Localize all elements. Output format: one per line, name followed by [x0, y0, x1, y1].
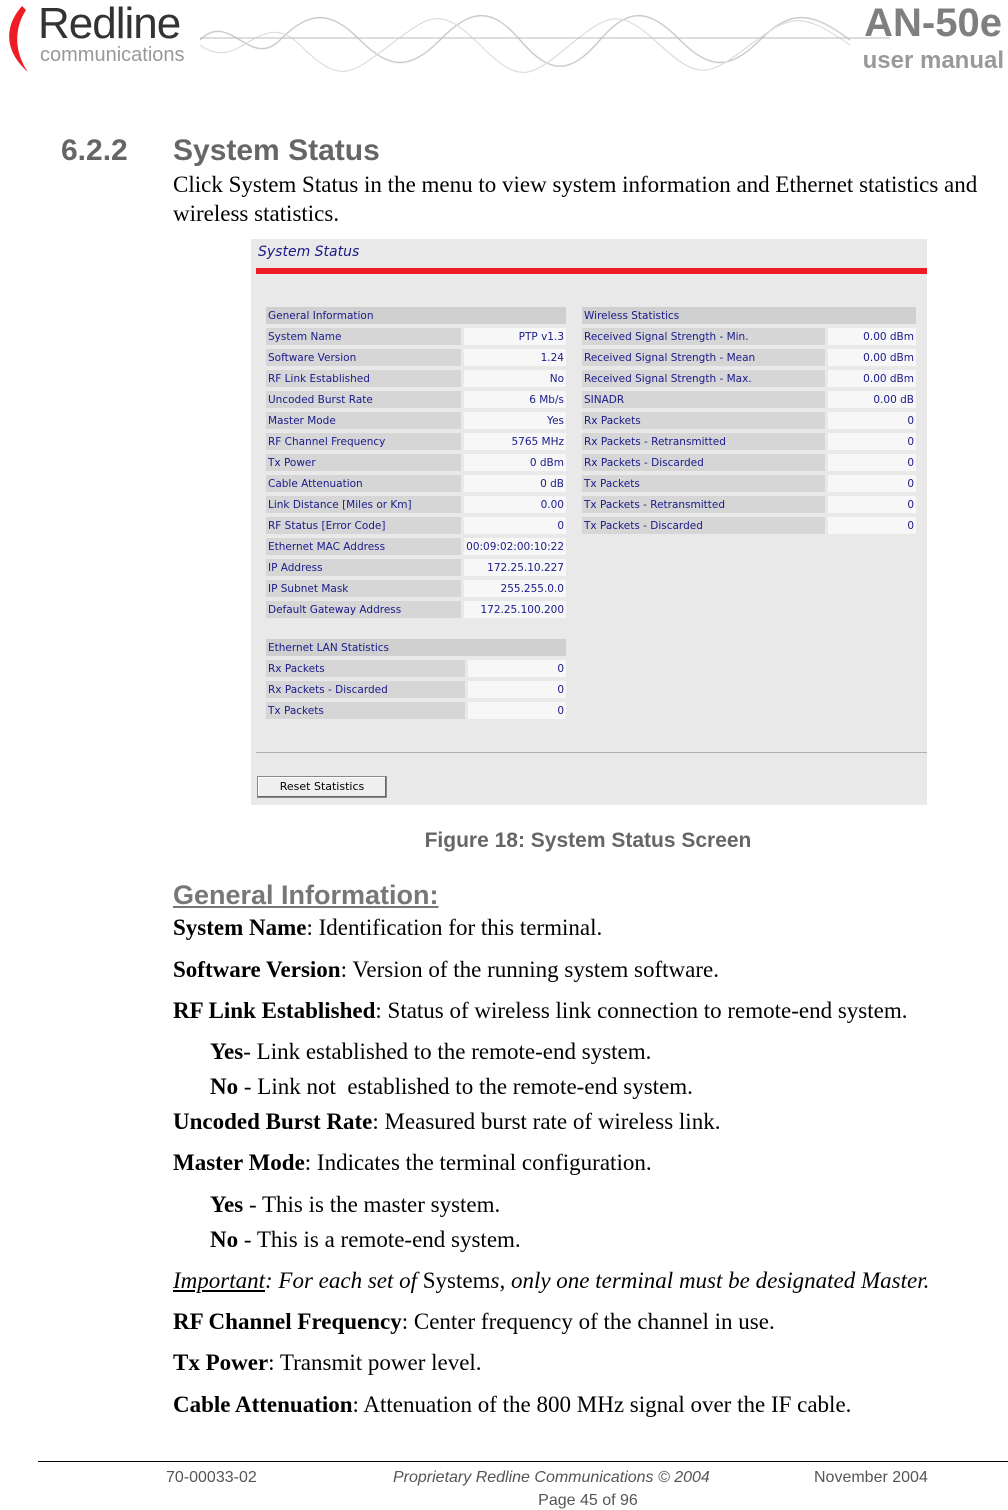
logo-subtext: communications: [40, 44, 185, 66]
term: Yes: [210, 1192, 244, 1217]
term: Software Version: [173, 957, 341, 982]
row-label: Rx Packets - Discarded: [266, 681, 465, 698]
ethernet-lan-statistics-table: [266, 635, 566, 723]
table-header: Wireless Statistics: [582, 307, 916, 324]
term: No: [210, 1227, 239, 1252]
row-label: Master Mode: [266, 412, 461, 429]
row-value: 6 Mb/s: [464, 391, 566, 408]
paragraph-rf-link-yes: [210, 1038, 651, 1066]
table-header: Ethernet LAN Statistics: [266, 639, 566, 656]
table-row: [266, 328, 566, 345]
description: : Indicates the terminal configuration.: [304, 1150, 652, 1175]
table-row: [266, 538, 566, 555]
table-row: [582, 433, 916, 450]
general-information-heading: General Information:: [173, 880, 439, 910]
wireless-statistics-table: [582, 303, 916, 538]
section-title: System Status: [173, 134, 380, 167]
term: RF Channel Frequency: [173, 1309, 402, 1334]
row-value: 00:09:02:00:10:22: [464, 538, 566, 555]
table-row: [582, 454, 916, 471]
row-value: 0: [828, 496, 916, 513]
table-row: [266, 370, 566, 387]
description: : For each set of: [265, 1268, 423, 1293]
row-label: RF Channel Frequency: [266, 433, 461, 450]
table-row: [266, 391, 566, 408]
row-label: Tx Packets: [266, 702, 465, 719]
paragraph-burst-rate: [173, 1108, 720, 1136]
redline-logo-icon: [2, 4, 36, 74]
screenshot-title: System Status: [258, 244, 360, 260]
table-row: [582, 517, 916, 534]
description: - Link established to the remote-end system.: [243, 1039, 652, 1064]
table-header: General Information: [266, 307, 566, 324]
term: No: [210, 1074, 239, 1099]
row-label: Cable Attenuation: [266, 475, 461, 492]
row-value: 172.25.100.200: [464, 601, 566, 618]
row-label: Link Distance [Miles or Km]: [266, 496, 461, 513]
divider: [256, 752, 927, 753]
table-row: [582, 475, 916, 492]
logo-text: Redline: [38, 0, 181, 48]
description: : Status of wireless link connection to remote-end system.: [375, 998, 908, 1023]
reset-statistics-button[interactable]: Reset Statistics: [257, 776, 387, 798]
paragraph-rf-link: [173, 997, 907, 1025]
row-value: 0: [828, 475, 916, 492]
description: - This is a remote-end system.: [238, 1227, 521, 1252]
table-row: [582, 391, 916, 408]
row-value: 0: [828, 433, 916, 450]
section-number: 6.2.2: [61, 134, 128, 167]
row-value: 172.25.10.227: [464, 559, 566, 576]
row-value: 255.255.0.0: [464, 580, 566, 597]
table-row: [266, 454, 566, 471]
table-row: [266, 496, 566, 513]
general-information-table: [266, 303, 566, 622]
description: : Measured burst rate of wireless link.: [372, 1109, 721, 1134]
paragraph-system-name: [173, 914, 602, 942]
term: Cable Attenuation: [173, 1392, 353, 1417]
product-name: AN-50e: [864, 1, 1002, 45]
row-label: RF Link Established: [266, 370, 461, 387]
paragraph-important: [173, 1267, 929, 1295]
row-label: Rx Packets - Retransmitted: [582, 433, 825, 450]
description: System: [422, 1268, 491, 1293]
table-row: [582, 370, 916, 387]
footer-doc-number: 70-00033-02: [166, 1469, 257, 1486]
row-value: 0 dB: [464, 475, 566, 492]
row-value: 0.00 dBm: [828, 370, 916, 387]
table-row: [582, 412, 916, 429]
row-label: SINADR: [582, 391, 825, 408]
page-header: [0, 0, 1008, 90]
title-red-bar: [256, 268, 927, 274]
row-label: Tx Packets: [582, 475, 825, 492]
row-value: 5765 MHz: [464, 433, 566, 450]
term: Important: [173, 1268, 265, 1293]
paragraph-rf-link-no: [210, 1073, 693, 1101]
term: System Name: [173, 915, 307, 940]
row-label: Tx Power: [266, 454, 461, 471]
section-intro: Click System Status in the menu to view system information and Ethernet statistics and wireless statistics.: [173, 172, 978, 226]
paragraph-software-version: [173, 956, 719, 984]
description: : Center frequency of the channel in use.: [401, 1309, 775, 1334]
row-value: 0.00: [464, 496, 566, 513]
row-label: Tx Packets - Discarded: [582, 517, 825, 534]
description: : Identification for this terminal.: [306, 915, 603, 940]
row-value: 0: [468, 702, 566, 719]
row-label: RF Status [Error Code]: [266, 517, 461, 534]
table-row: [266, 681, 566, 698]
figure-caption: Figure 18: System Status Screen: [424, 829, 752, 852]
paragraph-tx-power: [173, 1349, 482, 1377]
footer-date: November 2004: [814, 1469, 928, 1486]
row-label: Default Gateway Address: [266, 601, 461, 618]
table-row: [582, 349, 916, 366]
row-label: Uncoded Burst Rate: [266, 391, 461, 408]
row-value: Yes: [464, 412, 566, 429]
row-label: Received Signal Strength - Max.: [582, 370, 825, 387]
row-label: Software Version: [266, 349, 461, 366]
row-value: 0: [464, 517, 566, 534]
table-row: [266, 580, 566, 597]
footer-copyright: Proprietary Redline Communications © 2004: [393, 1469, 710, 1486]
row-label: Ethernet MAC Address: [266, 538, 461, 555]
table-row: [266, 433, 566, 450]
row-value: No: [464, 370, 566, 387]
description: - This is the master system.: [243, 1192, 501, 1217]
row-value: 0: [828, 454, 916, 471]
row-label: Rx Packets: [266, 660, 465, 677]
footer-rule: [38, 1461, 1008, 1462]
table-row: [266, 349, 566, 366]
row-label: IP Subnet Mask: [266, 580, 461, 597]
row-label: Rx Packets: [582, 412, 825, 429]
system-status-screenshot: [251, 239, 927, 805]
manual-label: user manual: [862, 47, 1004, 74]
term: Uncoded Burst Rate: [173, 1109, 373, 1134]
table-row: [582, 328, 916, 345]
row-value: 0: [468, 660, 566, 677]
row-label: Received Signal Strength - Mean: [582, 349, 825, 366]
description: : Version of the running system software.: [340, 957, 719, 982]
description: - Link not established to the remote-end system.: [238, 1074, 693, 1099]
row-label: Tx Packets - Retransmitted: [582, 496, 825, 513]
table-row: [266, 601, 566, 618]
row-value: 0.00 dBm: [828, 349, 916, 366]
table-row: [582, 496, 916, 513]
paragraph-master-yes: [210, 1191, 500, 1219]
term: RF Link Established: [173, 998, 376, 1023]
row-label: Received Signal Strength - Min.: [582, 328, 825, 345]
footer-page-number: Page 45 of 96: [538, 1492, 638, 1509]
table-row: [266, 660, 566, 677]
row-value: 0.00 dBm: [828, 328, 916, 345]
table-row: [266, 475, 566, 492]
paragraph-cable-attenuation: [173, 1391, 851, 1419]
table-row: [266, 559, 566, 576]
row-value: 0: [828, 412, 916, 429]
row-label: System Name: [266, 328, 461, 345]
row-value: 1.24: [464, 349, 566, 366]
description: s, only one terminal must be designated Master.: [490, 1268, 930, 1293]
table-row: [266, 412, 566, 429]
term: Tx Power: [173, 1350, 269, 1375]
row-value: 0: [468, 681, 566, 698]
table-row: [266, 517, 566, 534]
paragraph-master-no: [210, 1226, 521, 1254]
table-row: [266, 702, 566, 719]
term: Master Mode: [173, 1150, 305, 1175]
row-label: Rx Packets - Discarded: [582, 454, 825, 471]
description: : Transmit power level.: [268, 1350, 482, 1375]
row-value: 0 dBm: [464, 454, 566, 471]
paragraph-master-mode: [173, 1149, 652, 1177]
header-wave-graphic: [200, 0, 890, 80]
row-value: 0: [828, 517, 916, 534]
paragraph-rf-frequency: [173, 1308, 775, 1336]
term: Yes: [210, 1039, 244, 1064]
row-value: PTP v1.3: [464, 328, 566, 345]
row-label: IP Address: [266, 559, 461, 576]
description: : Attenuation of the 800 MHz signal over the IF cable.: [352, 1392, 852, 1417]
row-value: 0.00 dB: [828, 391, 916, 408]
